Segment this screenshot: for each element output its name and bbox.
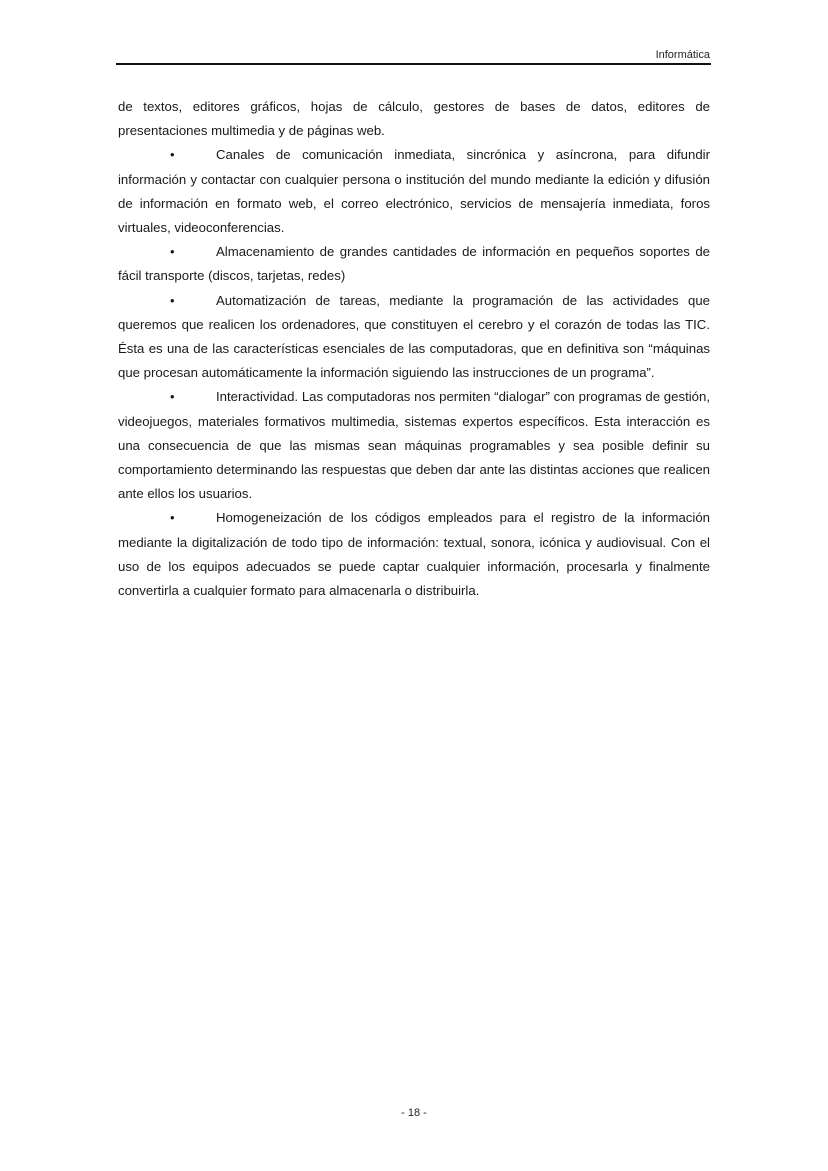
document-body [118, 95, 710, 603]
page-number: - 18 - [401, 1107, 427, 1119]
bullet-text: Homogeneización de los códigos empleados para el registro de la información mediante la digitalización de todo tipo de información: textual, sonora, icónica y audiovisual. Con el uso de los equipos adecuados se puede captar cualquier información, procesarla y finalmente convertirla a cualquier formato para almacenarla o distribuirla. [118, 510, 710, 599]
bullet-icon: • [170, 292, 175, 308]
bullet-item-automation [118, 289, 710, 386]
bullet-text: Canales de comunicación inmediata, sincrónica y asíncrona, para difundir información y contactar con cualquier persona o institución del mundo mediante la edición y difusión de información en formato web, el correo electrónico, servicios de mensajería inmediata, foros virtuales, videoconferencias. [118, 147, 710, 236]
bullet-icon: • [170, 510, 175, 526]
header-divider [116, 63, 711, 65]
bullet-text: Almacenamiento de grandes cantidades de información en pequeños soportes de fácil transporte (discos, tarjetas, redes) [118, 244, 710, 284]
bullet-icon: • [170, 147, 175, 163]
intro-paragraph: de textos, editores gráficos, hojas de cálculo, gestores de bases de datos, editores de presentaciones multimedia y de páginas web. [118, 99, 710, 139]
bullet-item-interactivity [118, 385, 710, 506]
bullet-icon: • [170, 389, 175, 405]
bullet-icon: • [170, 244, 175, 260]
bullet-item-communication [118, 143, 710, 240]
bullet-item-storage [118, 240, 710, 288]
bullet-text: Interactividad. Las computadoras nos permiten “dialogar” con programas de gestión, videojuegos, materiales formativos multimedia, sistemas expertos específicos. Esta interacción es una consecuencia de que las mismas sean máquinas programables y sea posible definir su comportamiento determinando las respuestas que deben dar ante las distintas acciones que realicen ante ellos los usuarios. [118, 389, 710, 502]
header-title: Informática [655, 49, 710, 61]
bullet-item-homogenization [118, 506, 710, 603]
bullet-text: Automatización de tareas, mediante la programación de las actividades que queremos que realicen los ordenadores, que constituyen el cerebro y el corazón de todas las TIC. Ésta es una de las características esenciales de las computadoras, que en definitiva son “máquinas que procesan automáticamente la información siguiendo las instrucciones de un programa”. [118, 292, 710, 381]
